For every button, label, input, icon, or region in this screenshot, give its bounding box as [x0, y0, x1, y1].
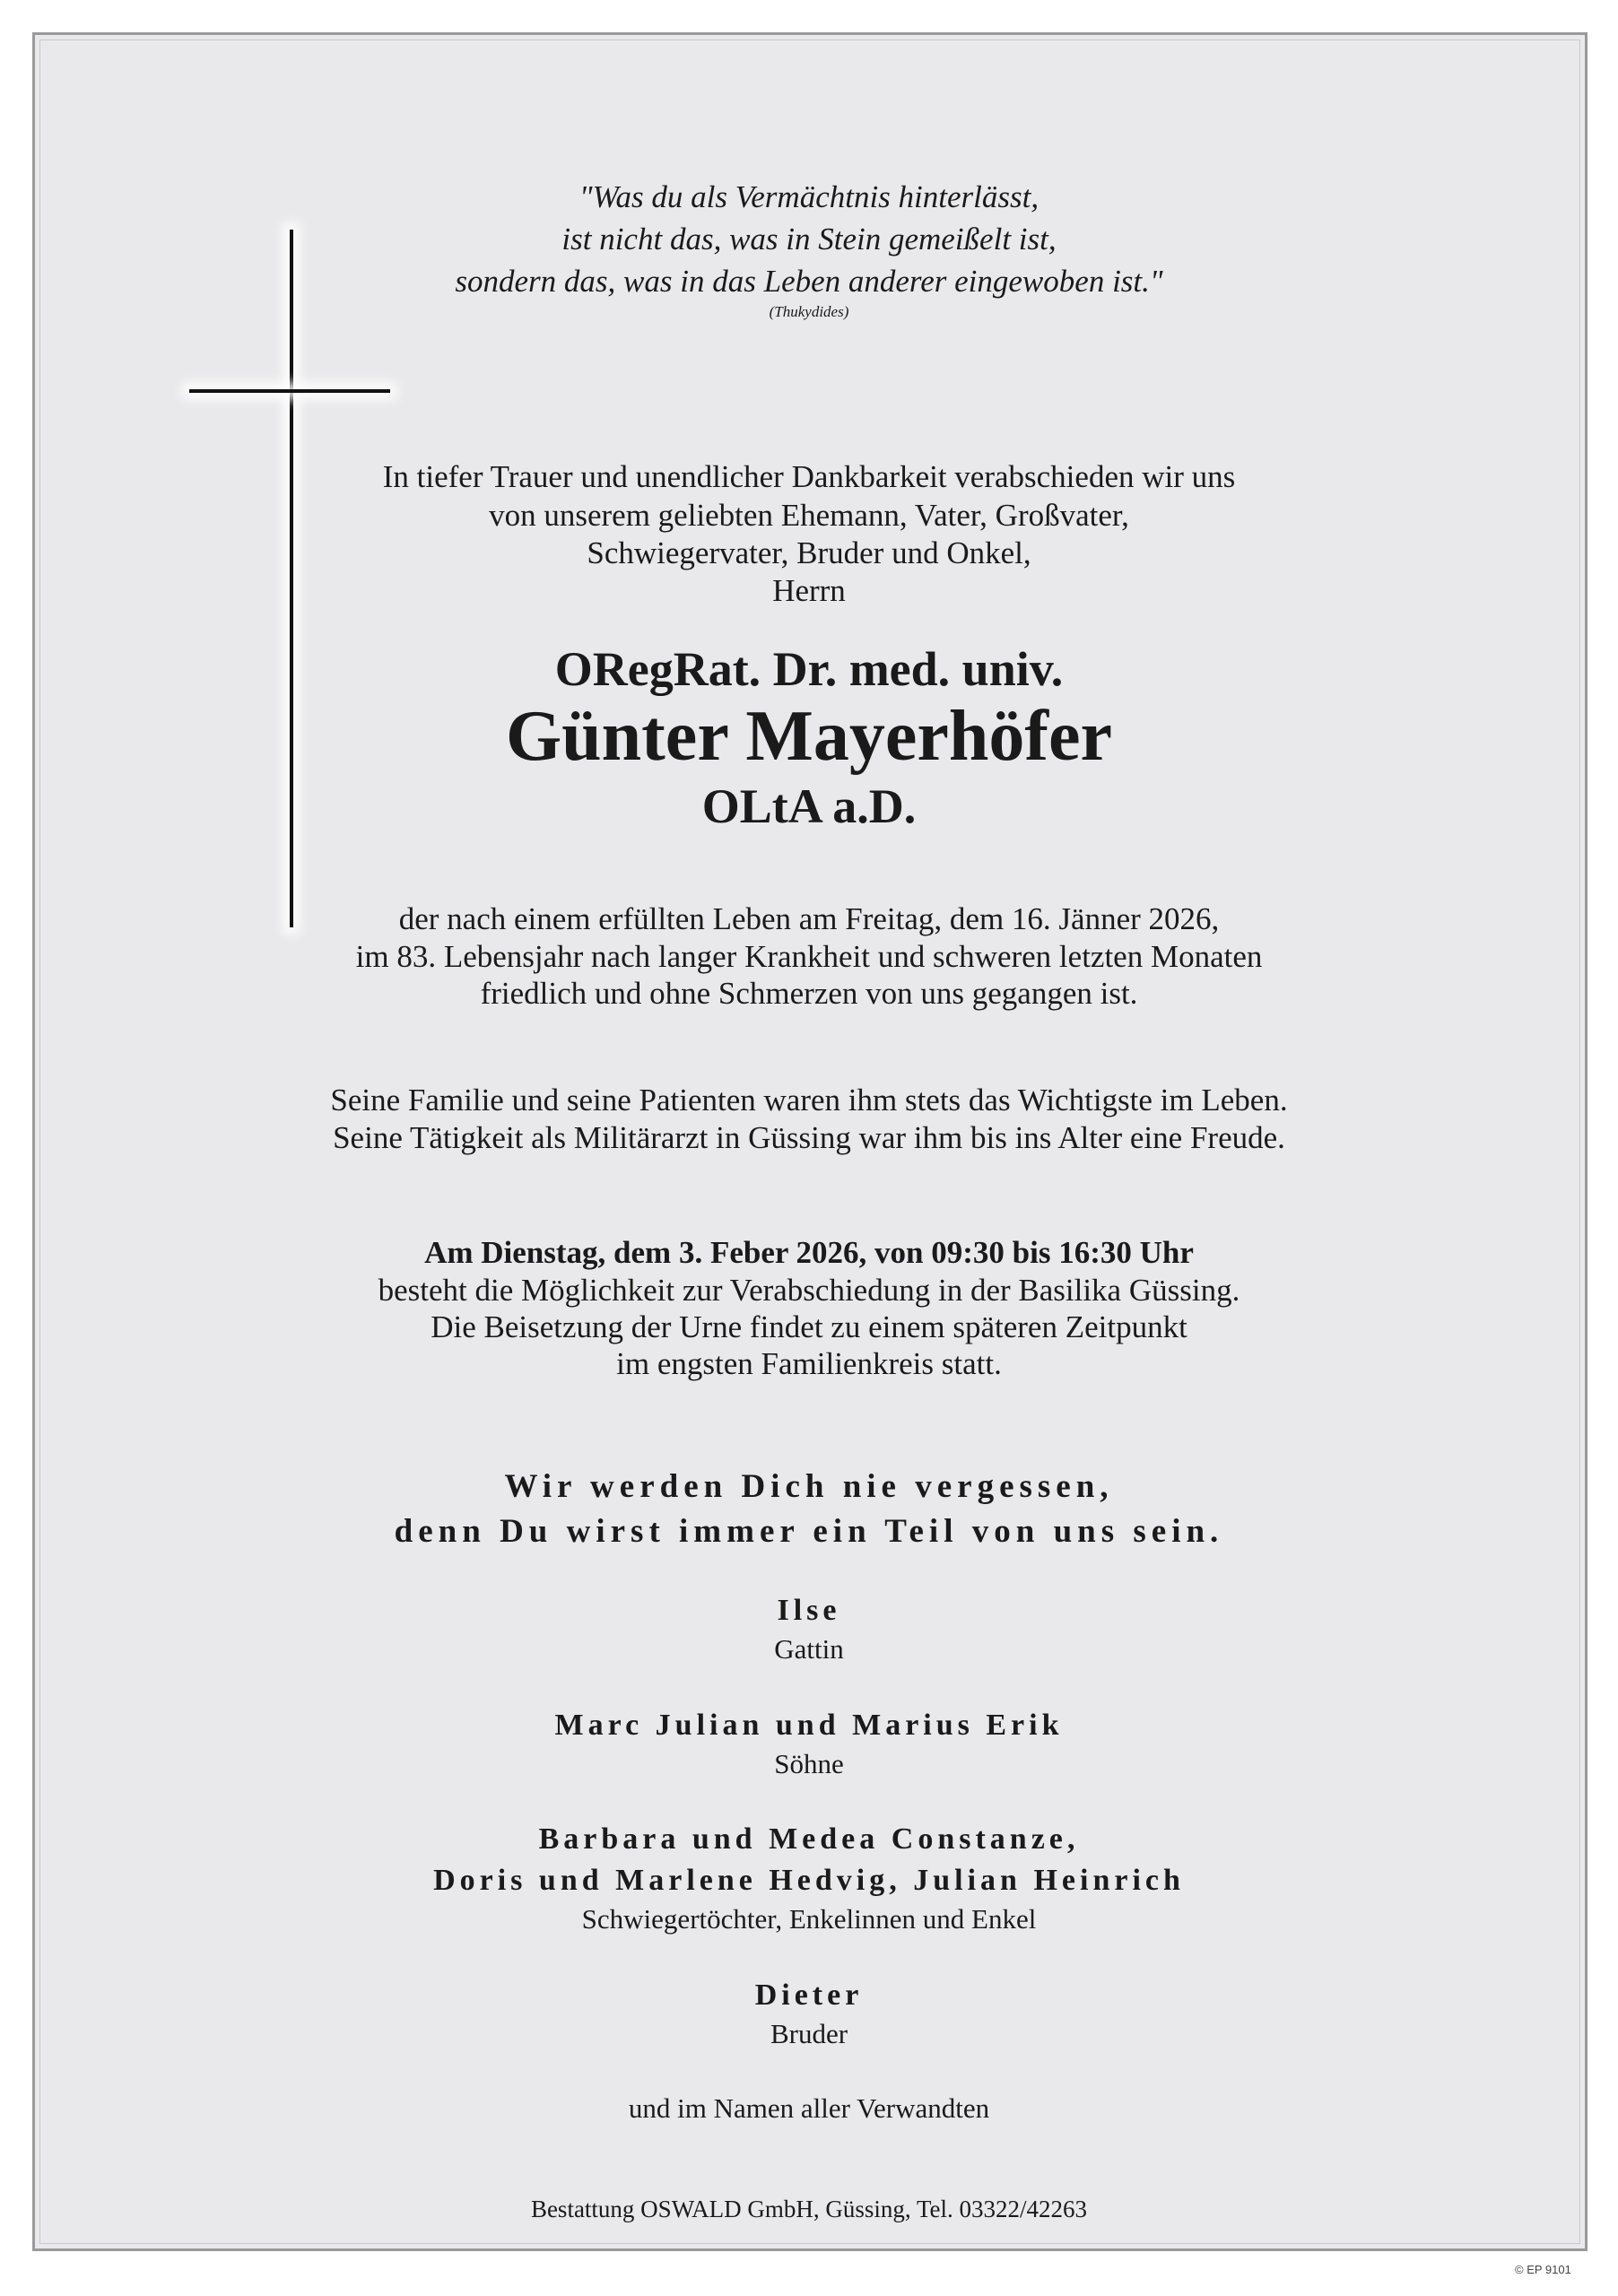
tribute-line-1: Seine Familie und seine Patienten waren ihm stets das Wichtigste im Leben.	[330, 1083, 1288, 1118]
print-code: © EP 9101	[1515, 2263, 1571, 2276]
mourner-name: Doris und Marlene Hedvig, Julian Heinrich	[433, 1864, 1185, 1897]
mourner-relation: Gattin	[774, 1633, 844, 1665]
farewell-line-2: Die Beisetzung der Urne findet zu einem späteren Zeitpunkt	[431, 1309, 1187, 1344]
quote-source: (Thukydides)	[769, 303, 849, 320]
mourner-name: Ilse	[777, 1594, 841, 1627]
tribute-line-2: Seine Tätigkeit als Militärarzt in Güssing war ihm bis ins Alter eine Freude.	[333, 1120, 1285, 1155]
mourner-name: Marc Julian und Marius Erik	[554, 1709, 1064, 1742]
death-notice-line-2: im 83. Lebensjahr nach langer Krankheit und schweren letzten Monaten	[355, 939, 1263, 974]
motto-line-2: denn Du wirst immer ein Teil von uns sein.	[394, 1513, 1224, 1550]
intro-line-2: von unserem geliebten Ehemann, Vater, Großvater,	[489, 498, 1129, 533]
mourner-relation: Schwiegertöchter, Enkelinnen und Enkel	[581, 1903, 1037, 1935]
mourner-relation: Söhne	[774, 1748, 844, 1779]
farewell-line-3: im engsten Familienkreis statt.	[616, 1346, 1002, 1381]
quote-line-2: ist nicht das, was in Stein gemeißelt ist,	[561, 222, 1057, 257]
quote-line-1: "Was du als Vermächtnis hinterlässt,	[578, 179, 1040, 214]
funeral-home-footer: Bestattung OSWALD GmbH, Güssing, Tel. 03322/42263	[530, 2196, 1088, 2222]
farewell-line-1: besteht die Möglichkeit zur Verabschiedung in der Basilika Güssing.	[378, 1273, 1240, 1308]
cross-icon-bar	[189, 389, 390, 393]
intro-line-3: Schwiegervater, Bruder und Onkel,	[587, 535, 1031, 570]
deceased-name: Günter Mayerhöfer	[505, 697, 1113, 776]
quote-line-3: sondern das, was in das Leben anderer eingewoben ist."	[455, 264, 1163, 299]
deceased-suffix: OLtA a.D.	[701, 779, 917, 833]
motto-line-1: Wir werden Dich nie vergessen,	[504, 1468, 1114, 1505]
mourner-relation: Bruder	[770, 2018, 848, 2049]
intro-line-1: In tiefer Trauer und unendlicher Dankbarkeit verabschieden wir uns	[382, 459, 1236, 494]
closing-line: und im Namen aller Verwandten	[628, 2092, 990, 2124]
intro-line-4: Herrn	[772, 573, 846, 608]
mourner-name: Barbara und Medea Constanze,	[538, 1822, 1080, 1856]
death-notice-line-1: der nach einem erfüllten Leben am Freitag, dem 16. Jänner 2026,	[398, 901, 1220, 936]
death-notice-line-3: friedlich und ohne Schmerzen von uns gegangen ist.	[480, 976, 1138, 1011]
mourner-name: Dieter	[754, 1979, 864, 2012]
farewell-date: Am Dienstag, dem 3. Feber 2026, von 09:30 bis 16:30 Uhr	[424, 1235, 1194, 1270]
deceased-title: ORegRat. Dr. med. univ.	[554, 642, 1064, 696]
